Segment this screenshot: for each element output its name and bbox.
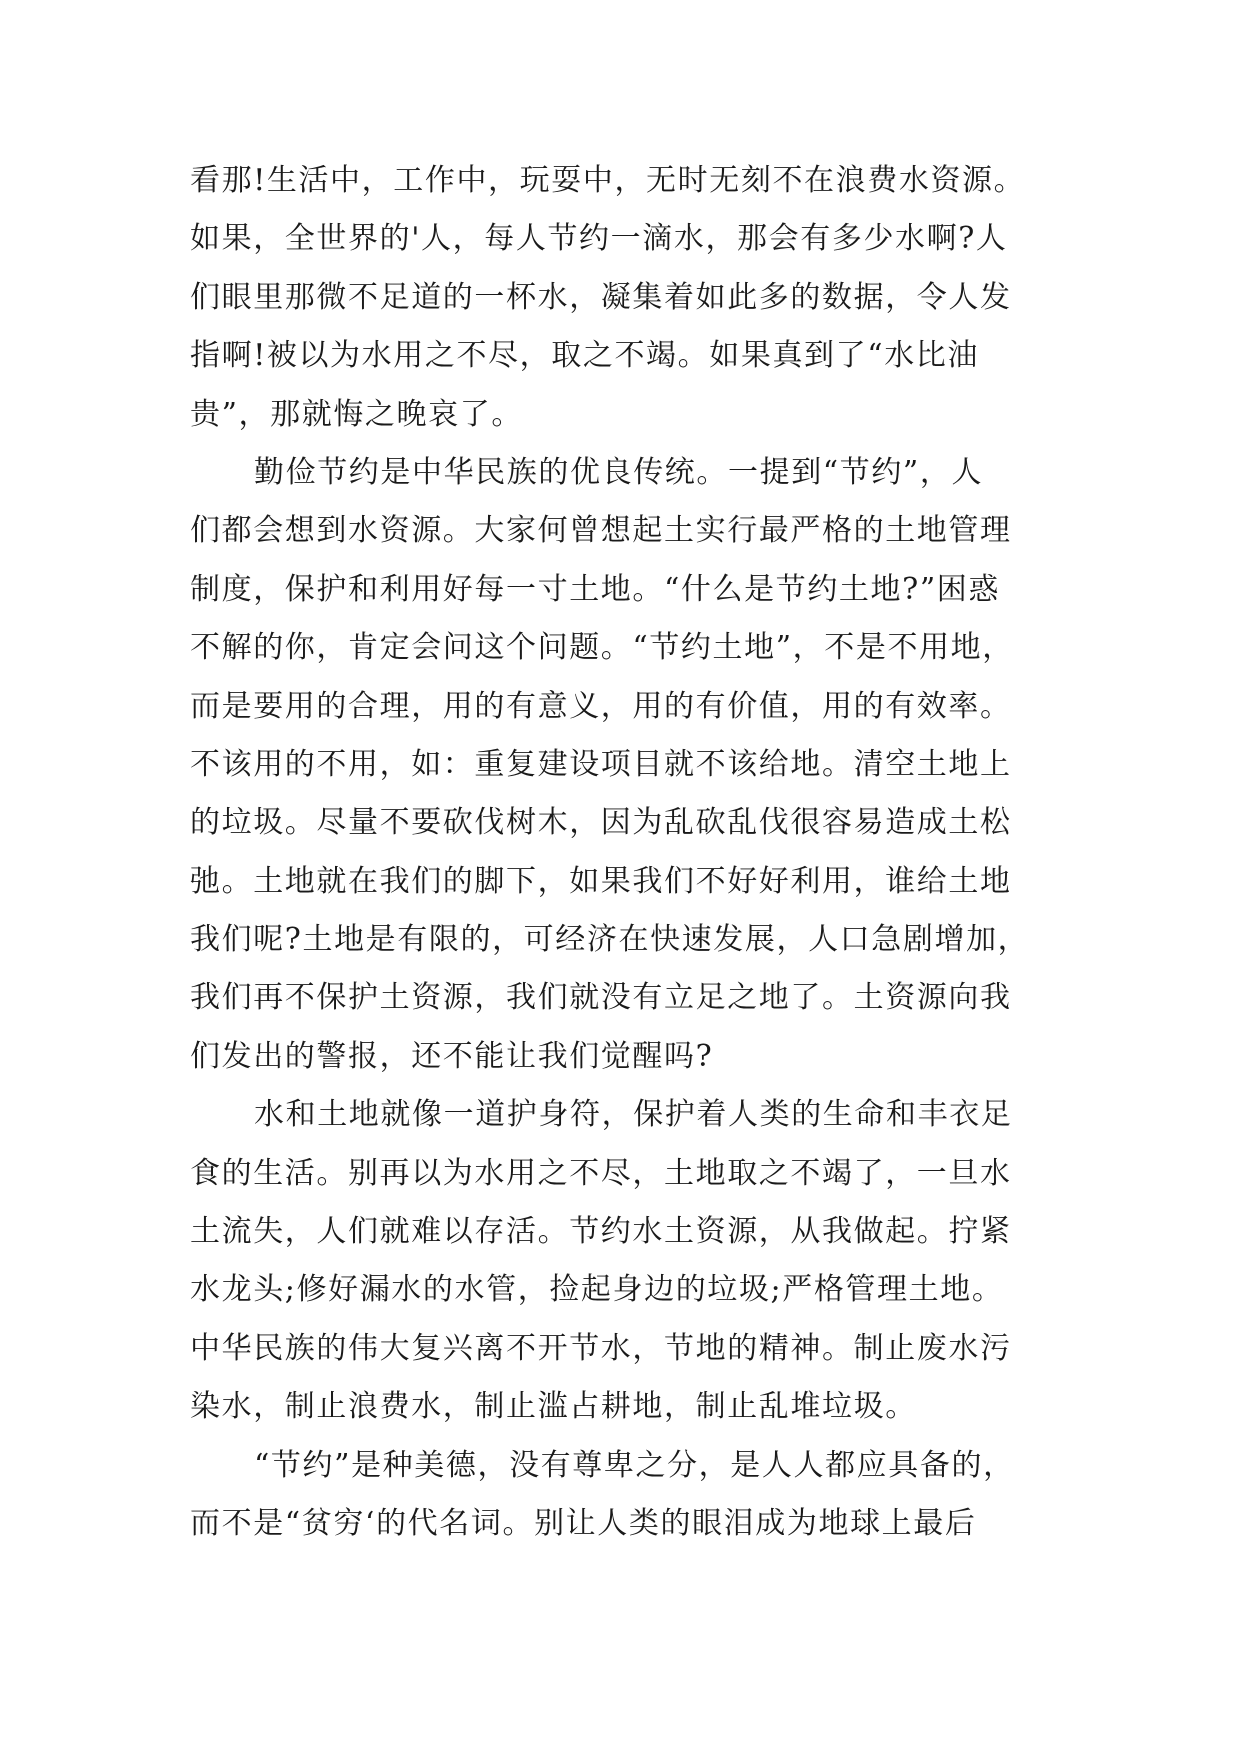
text-line: 们发出的警报，还不能让我们觉醒吗?: [190, 1038, 714, 1074]
paragraph-first-line: “节约”是种美德，没有尊卑之分，是人人都应具备的，: [254, 1447, 1015, 1483]
text-line: 弛。土地就在我们的脚下，如果我们不好好利用，谁给土地: [190, 863, 1012, 899]
text-line: 不解的你，肯定会问这个问题。“节约土地”，不是不用地，: [190, 630, 1014, 666]
text-line: 中华民族的伟大复兴离不开节水，节地的精神。制止废水污: [190, 1330, 1012, 1366]
text-line: 指啊!被以为水用之不尽，取之不竭。如果真到了“水比油: [190, 338, 979, 374]
text-line: 贵”，那就悔之晚哀了。: [190, 396, 523, 432]
text-line: 制度，保护和利用好每一寸土地。“什么是节约土地?”困惑: [190, 571, 1000, 607]
text-line: 不该用的不用，如：重复建设项目就不该给地。清空土地上: [190, 746, 1012, 782]
text-line: 食的生活。别再以为水用之不尽，土地取之不竭了，一旦水: [190, 1155, 1012, 1191]
text-line: 们眼里那微不足道的一杯水，凝集着如此多的数据，令人发: [190, 279, 1012, 315]
text-line: 如果，全世界的'人，每人节约一滴水，那会有多少水啊?人: [190, 221, 1008, 257]
text-line: 土流失，人们就难以存活。节约水土资源，从我做起。拧紧: [190, 1214, 1012, 1250]
body-text: [190, 152, 1070, 1553]
text-line: 染水，制止浪费水，制止滥占耕地，制止乱堆垃圾。: [190, 1389, 917, 1425]
paragraph-first-line: 勤俭节约是中华民族的优良传统。一提到“节约”，人: [254, 454, 984, 490]
text-line: 我们再不保护土资源，我们就没有立足之地了。土资源向我: [190, 980, 1012, 1016]
text-line: 看那!生活中，工作中，玩耍中，无时无刻不在浪费水资源。: [190, 163, 1026, 198]
text-line: 水龙头;修好漏水的水管，捡起身边的垃圾;严格管理土地。: [190, 1272, 1004, 1308]
text-line: 的垃圾。尽量不要砍伐树木，因为乱砍乱伐很容易造成土松: [190, 805, 1012, 841]
text-line: 们都会想到水资源。大家何曾想起土实行最严格的土地管理: [190, 513, 1012, 549]
text-line: 我们呢?土地是有限的，可经济在快速发展，人口急剧增加，: [190, 922, 1030, 958]
paragraph-first-line: 水和土地就像一道护身符，保护着人类的生命和丰衣足: [254, 1097, 1013, 1133]
text-line: 而不是“贫穷‘的代名词。别让人类的眼泪成为地球上最后: [190, 1505, 977, 1541]
text-line: 而是要用的合理，用的有意义，用的有价值，用的有效率。: [190, 688, 1012, 724]
